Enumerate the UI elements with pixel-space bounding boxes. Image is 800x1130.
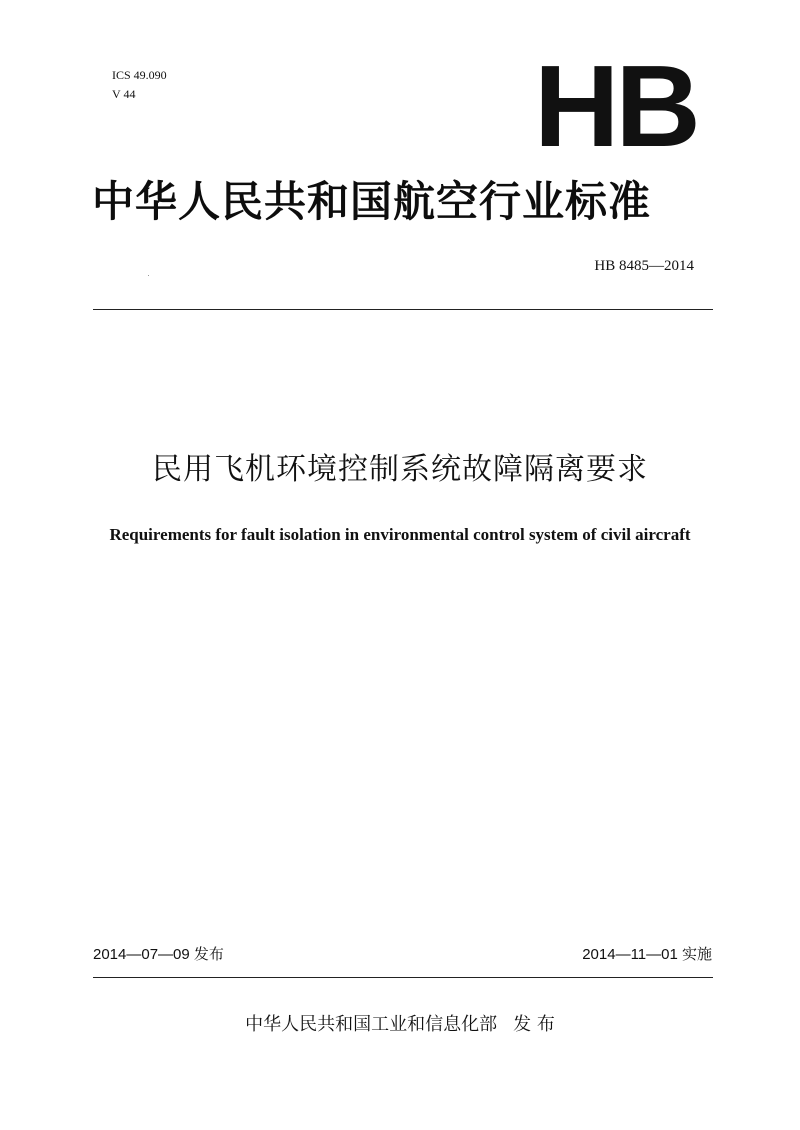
scan-speck <box>148 275 149 276</box>
publish-action: 发 布 <box>513 1014 555 1035</box>
ccs-code: V 44 <box>112 87 136 101</box>
bottom-divider <box>93 977 713 978</box>
document-title-english: Requirements for fault isolation in environmental control system of civil aircraft <box>109 525 691 544</box>
standard-number: HB 8485—2014 <box>594 258 694 274</box>
hb-logo: HB <box>534 41 697 171</box>
top-divider <box>93 309 713 310</box>
implementation-date: 2014—11—01 实施 <box>582 946 712 963</box>
publisher-line <box>0 1012 800 1038</box>
standard-type-heading: 中华人民共和国航空行业标准 <box>92 177 652 226</box>
issue-date: 2014—07—09 发布 <box>93 946 224 963</box>
document-title-chinese: 民用飞机环境控制系统故障隔离要求 <box>152 452 648 487</box>
classification-codes <box>112 66 167 104</box>
ics-code: ICS 49.090 <box>112 68 167 82</box>
publisher-name: 中华人民共和国工业和信息化部 <box>245 1014 498 1035</box>
